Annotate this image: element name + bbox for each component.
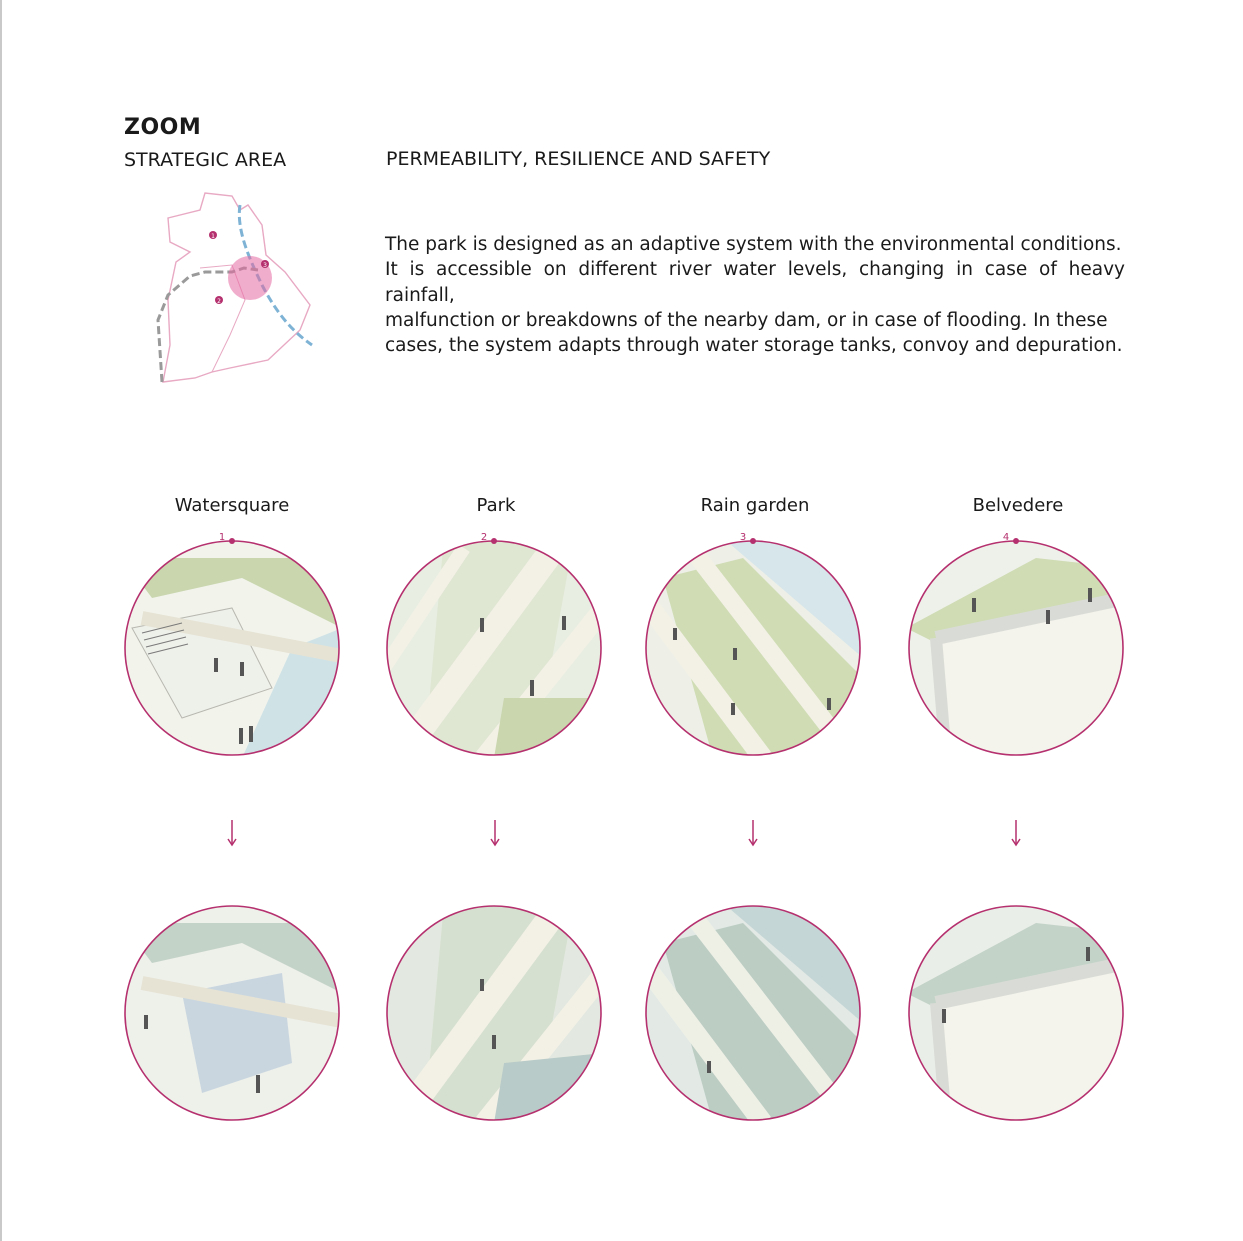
description-line: malfunction or breakdowns of the nearby dam, or in case of flooding. In these xyxy=(385,309,1108,331)
map-marker-label: 1 xyxy=(211,233,215,240)
area-label-belvedere: Belvedere xyxy=(972,495,1064,516)
area-label-watersquare: Watersquare xyxy=(174,495,290,516)
map-marker-label: 2 xyxy=(217,298,221,305)
area-number: 1 xyxy=(218,532,226,543)
down-arrow-icon xyxy=(1006,818,1026,848)
rain-garden-normal-vignette xyxy=(643,532,863,758)
area-marker-dot xyxy=(491,538,497,544)
area-label-rain-garden: Rain garden xyxy=(700,495,810,516)
down-arrow-icon xyxy=(743,818,763,848)
page-title: ZOOM xyxy=(124,115,202,140)
down-arrow-icon xyxy=(222,818,242,848)
description-line: The park is designed as an adaptive system with the environmental conditions. xyxy=(385,234,1122,255)
area-number: 4 xyxy=(1002,532,1010,543)
area-number: 3 xyxy=(739,532,747,543)
belvedere-flood-vignette xyxy=(906,903,1126,1123)
strategic-area-map xyxy=(150,190,330,390)
page-subtitle: STRATEGIC AREA xyxy=(124,149,287,171)
area-marker-dot xyxy=(229,538,235,544)
park-normal-vignette xyxy=(384,532,604,758)
description-line: cases, the system adapts through water storage tanks, convoy and depuration. xyxy=(385,335,1123,357)
down-arrow-icon xyxy=(485,818,505,848)
area-marker-dot xyxy=(1013,538,1019,544)
map-marker-label: 3 xyxy=(263,262,267,269)
watersquare-normal-vignette xyxy=(122,532,342,758)
belvedere-normal-vignette xyxy=(906,532,1126,758)
page-edge-rule xyxy=(0,0,2,1241)
area-number: 2 xyxy=(480,532,488,543)
description-line: It is accessible on different river water levels, changing in case of heavy rainfall, xyxy=(385,259,1125,306)
description-paragraph xyxy=(385,232,1125,358)
area-label-park: Park xyxy=(476,495,516,516)
area-marker-dot xyxy=(750,538,756,544)
park-flood-vignette xyxy=(384,903,604,1123)
watersquare-flood-vignette xyxy=(122,903,342,1123)
section-heading: PERMEABILITY, RESILIENCE AND SAFETY xyxy=(386,148,771,170)
rain-garden-flood-vignette xyxy=(643,903,863,1123)
